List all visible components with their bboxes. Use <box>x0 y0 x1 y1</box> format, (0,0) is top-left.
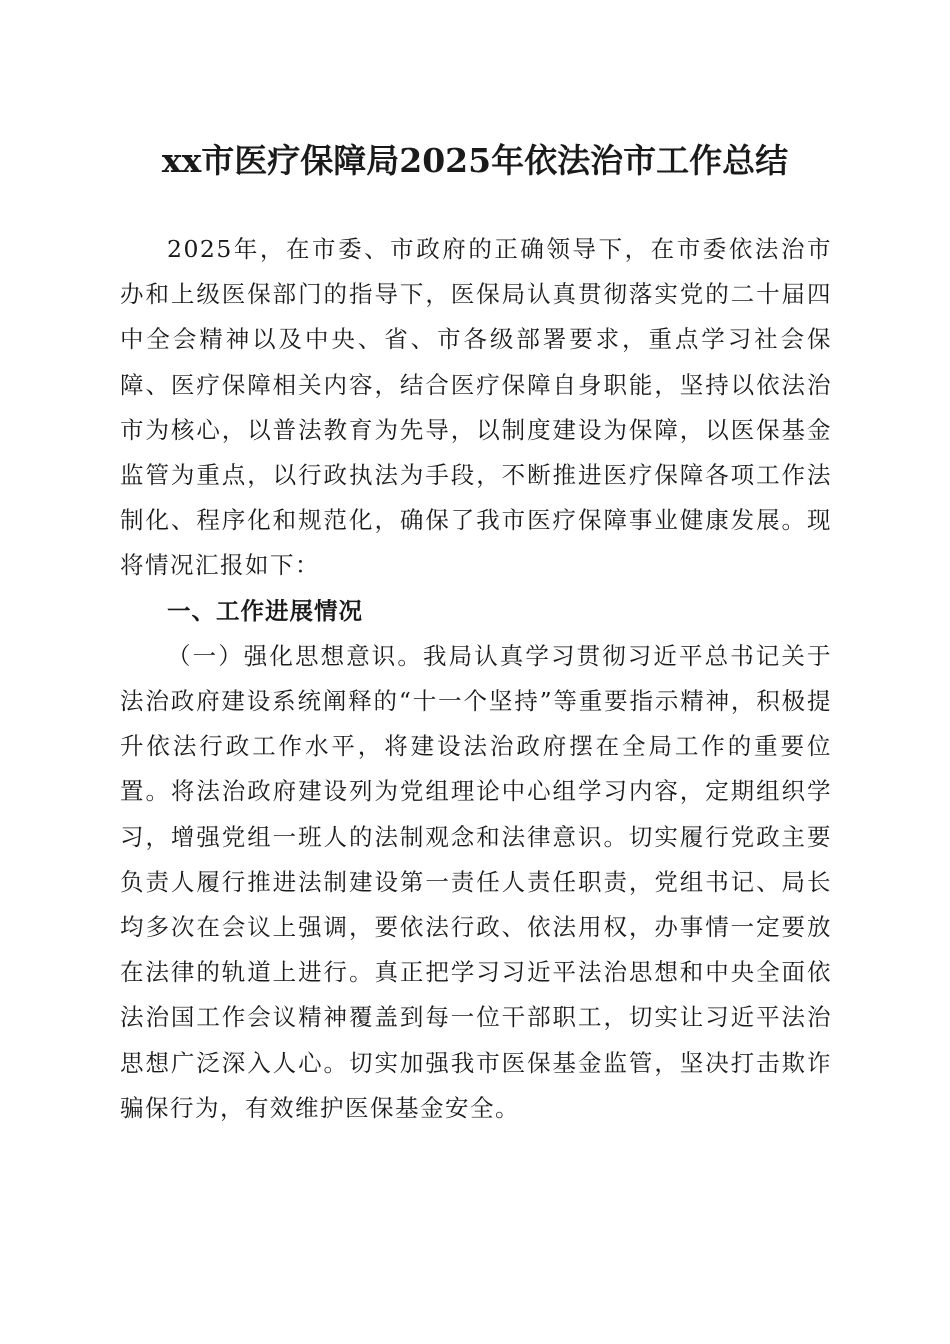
section-heading: 一、工作进展情况 <box>167 596 363 625</box>
section-item-text: 我局认真学习贯彻习近平总书记关于法治政府建设系统阐释的“十一个坚持”等重要指示精神，积极提升依法行政工作水平，将建设法治政府摆在全局工作的重要位置。将法治政府建设列为党组理论中心组学习内容，定期组织学习，增强党组一班人的法制观念和法律意识。切实履行党政主要负责人履行推进法制建设第一责任人责任职责，党组书记、局长均多次在会议上强调，要依法行政、依法用权，办事情一定要放在法律的轨道上进行。真正把学习习近平法治思想和中央全面依法治国工作会议精神覆盖到每一位干部职工，切实让习近平法治思想广泛深入人心。切实加强我市医保基金监管，坚决打击欺诈骗保行为，有效维护医保基金安全。 <box>120 641 832 1122</box>
intro-paragraph: 2025年，在市委、市政府的正确领导下，在市委依法治市办和上级医保部门的指导下，医保局认真贯彻落实党的二十届四中全会精神以及中央、省、市各级部署要求，重点学习社会保障、医疗保障相关内容，结合医疗保障自身职能，坚持以依法治市为核心，以普法教育为先导，以制度建设为保障，以医保基金监管为重点，以行政执法为手段，不断推进医疗保障各项工作法制化、程序化和规范化，确保了我市医疗保障事业健康发展。现将情况汇报如下： <box>120 235 832 580</box>
document-body <box>120 227 832 1131</box>
section-item-paragraph <box>120 634 832 1131</box>
section-item-lead: （一）强化思想意识。 <box>167 641 423 670</box>
document-title: xx市医疗保障局2025年依法治市工作总结 <box>161 141 789 180</box>
